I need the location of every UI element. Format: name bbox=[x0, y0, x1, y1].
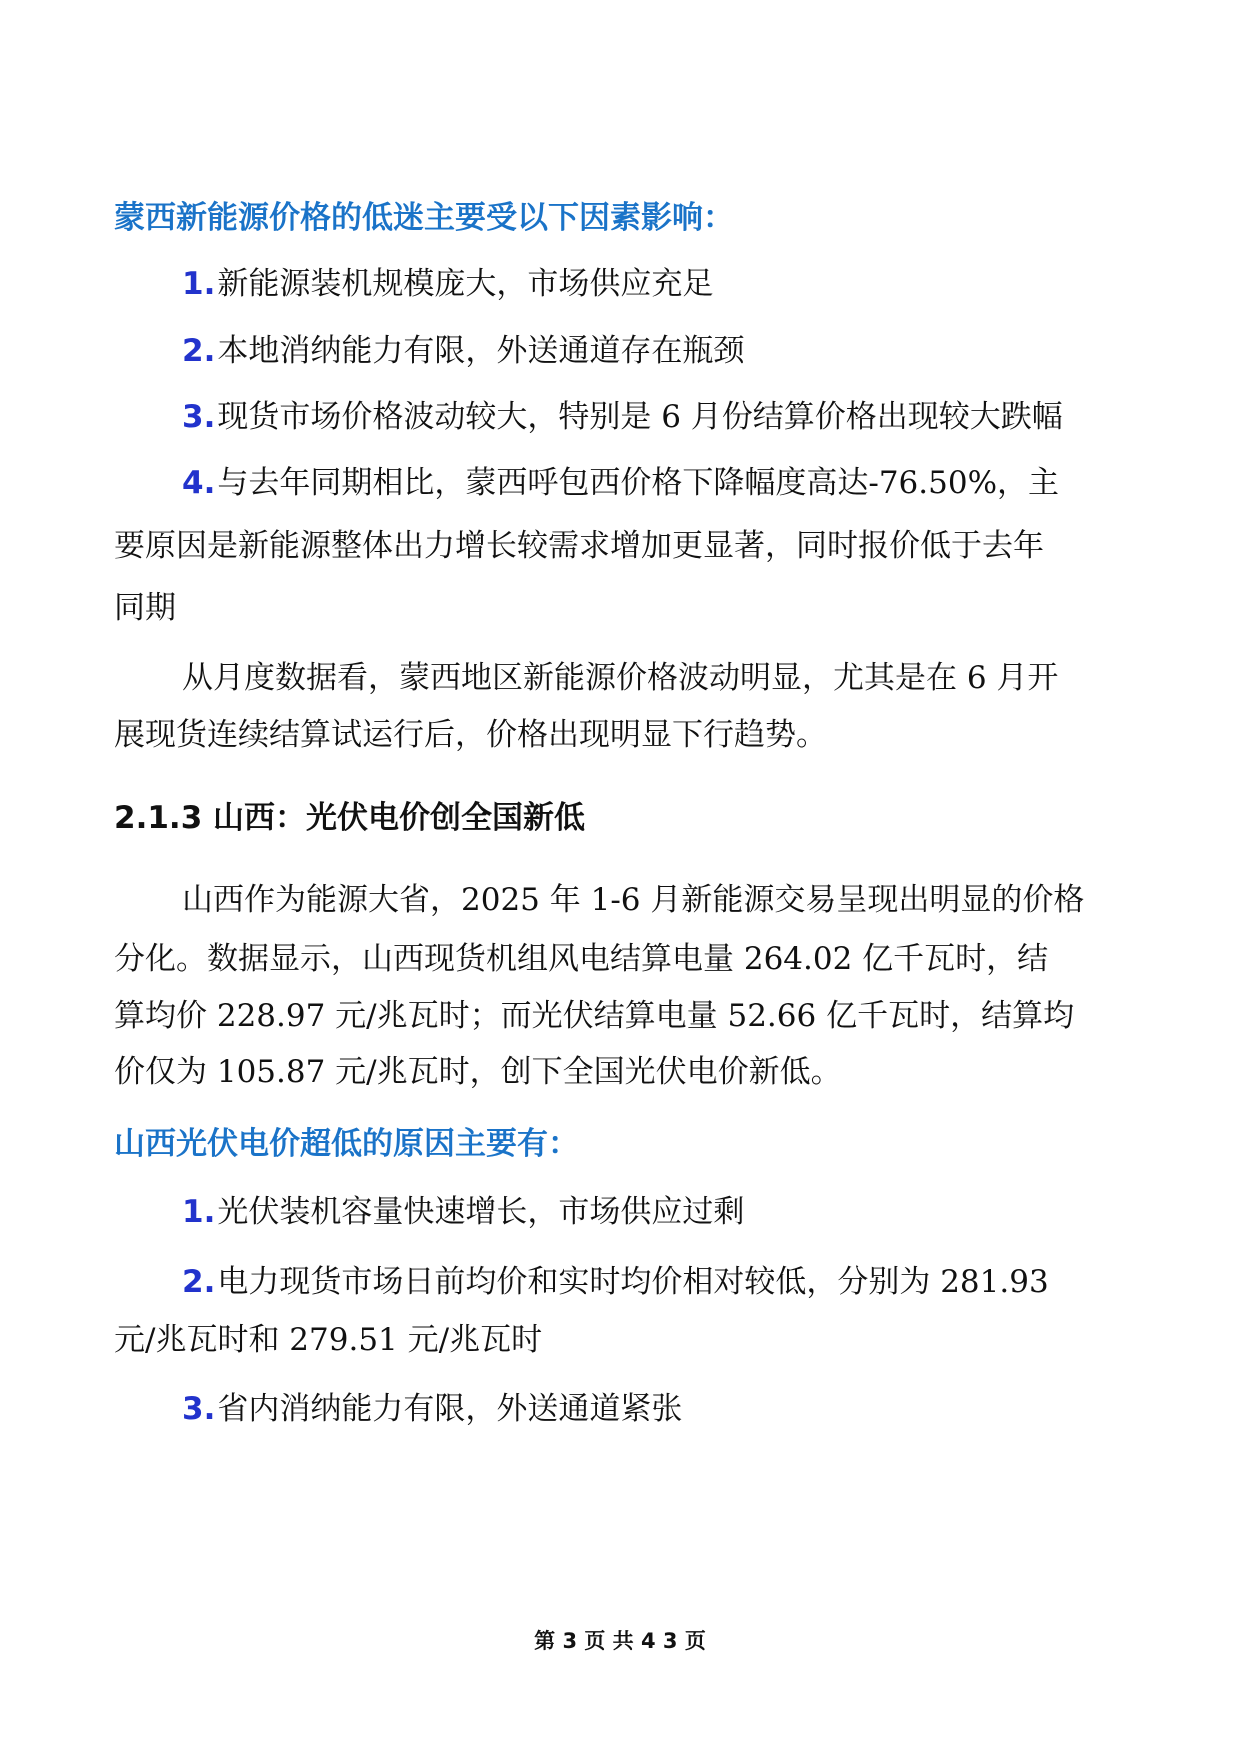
list-number: 3. bbox=[182, 1391, 216, 1427]
list-number: 1. bbox=[182, 266, 216, 302]
list-text: 省内消纳能力有限，外送通道紧张 bbox=[217, 1391, 683, 1427]
list-item-continuation: 元/兆瓦时和 279.51 元/兆瓦时 bbox=[114, 1322, 543, 1358]
paragraph-line: 展现货连续结算试运行后，价格出现明显下行趋势。 bbox=[114, 717, 827, 753]
list-item-continuation: 同期 bbox=[114, 590, 176, 626]
list-text: 本地消纳能力有限，外送通道存在瓶颈 bbox=[217, 333, 745, 369]
list-item bbox=[182, 397, 1063, 437]
list-number: 1. bbox=[182, 1194, 216, 1230]
list-number: 4. bbox=[182, 465, 216, 501]
list-item bbox=[182, 331, 744, 371]
page-footer: 第 3 页 共 4 3 页 bbox=[534, 1629, 706, 1653]
list-item bbox=[182, 1389, 682, 1429]
list-text: 光伏装机容量快速增长，市场供应过剩 bbox=[217, 1194, 745, 1230]
list-text: 新能源装机规模庞大，市场供应充足 bbox=[217, 266, 714, 302]
list-item bbox=[182, 463, 1059, 503]
list-item bbox=[182, 1192, 744, 1232]
list-text: 电力现货市场日前均价和实时均价相对较低，分别为 281.93 bbox=[217, 1264, 1049, 1300]
list-number: 2. bbox=[182, 333, 216, 369]
paragraph-line: 山西作为能源大省，2025 年 1-6 月新能源交易呈现出明显的价格 bbox=[182, 882, 1085, 918]
paragraph-line: 分化。数据显示，山西现货机组风电结算电量 264.02 亿千瓦时，结 bbox=[114, 941, 1049, 977]
list-item bbox=[182, 1262, 1049, 1302]
list-item bbox=[182, 264, 713, 304]
list-number: 3. bbox=[182, 399, 216, 435]
list-item-continuation: 要原因是新能源整体出力增长较需求增加更显著，同时报价低于去年 bbox=[114, 528, 1044, 564]
paragraph-line: 价仅为 105.87 元/兆瓦时，创下全国光伏电价新低。 bbox=[114, 1054, 842, 1090]
list-text: 现货市场价格波动较大，特别是 6 月份结算价格出现较大跌幅 bbox=[217, 399, 1063, 435]
paragraph-line: 从月度数据看，蒙西地区新能源价格波动明显，尤其是在 6 月开 bbox=[182, 660, 1059, 696]
list-text: 与去年同期相比，蒙西呼包西价格下降幅度高达-76.50%，主 bbox=[217, 465, 1060, 501]
section-title: 2.1.3 山西：光伏电价创全国新低 bbox=[114, 800, 586, 836]
factor-heading-shanxi: 山西光伏电价超低的原因主要有： bbox=[114, 1126, 579, 1162]
paragraph-line: 算均价 228.97 元/兆瓦时；而光伏结算电量 52.66 亿千瓦时，结算均 bbox=[114, 998, 1075, 1034]
factor-heading-mengxi: 蒙西新能源价格的低迷主要受以下因素影响： bbox=[114, 200, 734, 236]
list-number: 2. bbox=[182, 1264, 216, 1300]
